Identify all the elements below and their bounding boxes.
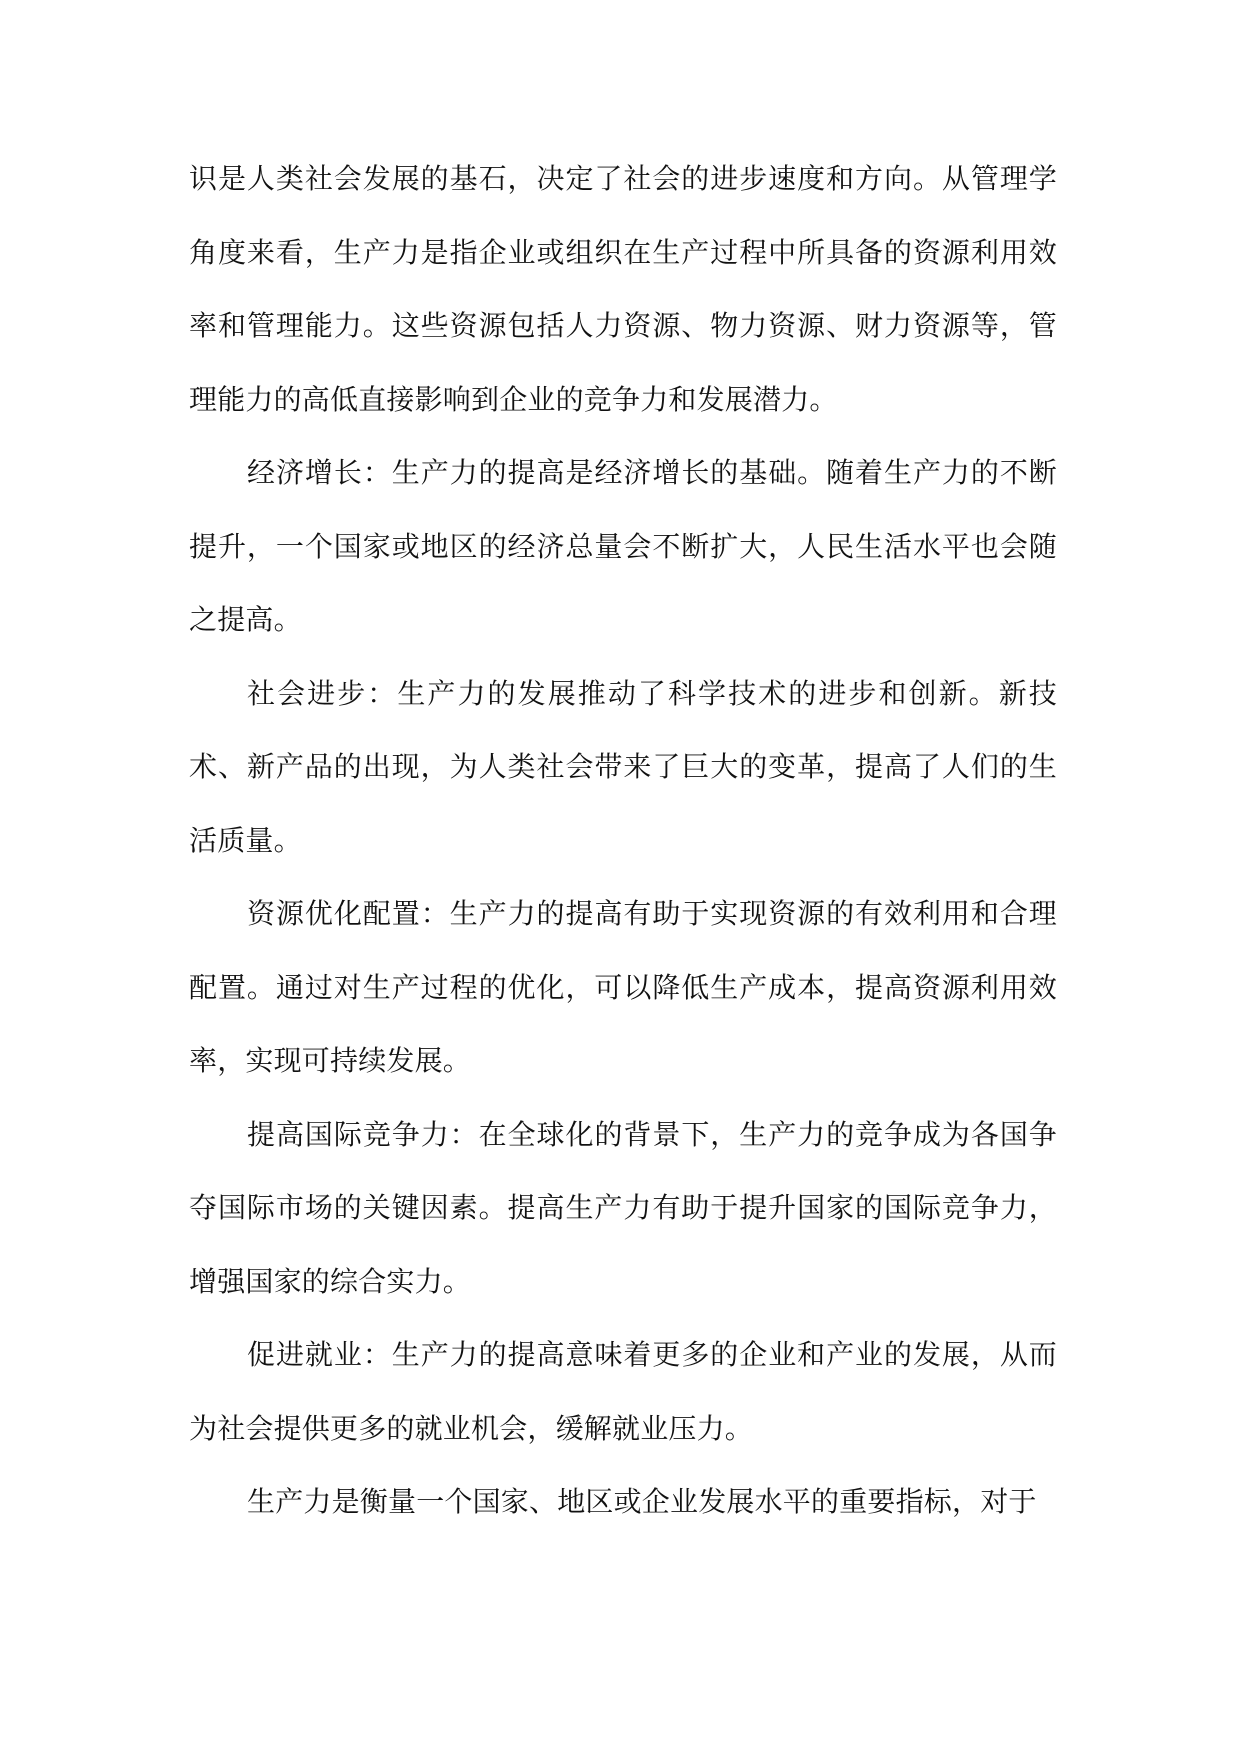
paragraph-international-competitiveness: 提高国际竞争力：在全球化的背景下，生产力的竞争成为各国争夺国际市场的关键因素。提高生产力有助于提升国家的国际竞争力，增强国家的综合实力。 bbox=[189, 1117, 1057, 1298]
paragraph-resource-allocation: 资源优化配置：生产力的提高有助于实现资源的有效利用和合理配置。通过对生产过程的优化，可以降低生产成本，提高资源利用效率，实现可持续发展。 bbox=[189, 897, 1057, 1077]
paragraph-conclusion-start: 生产力是衡量一个国家、地区或企业发展水平的重要指标，对于 bbox=[247, 1485, 1037, 1518]
paragraph-social-progress: 社会进步：生产力的发展推动了科学技术的进步和创新。新技术、新产品的出现，为人类社会带来了巨大的变革，提高了人们的生活质量。 bbox=[189, 676, 1057, 857]
paragraph-economic-growth: 经济增长：生产力的提高是经济增长的基础。随着生产力的不断提升，一个国家或地区的经济总量会不断扩大，人民生活水平也会随之提高。 bbox=[189, 456, 1057, 636]
paragraph-employment: 促进就业：生产力的提高意味着更多的企业和产业的发展，从而为社会提供更多的就业机会，缓解就业压力。 bbox=[189, 1338, 1057, 1445]
document-body bbox=[189, 142, 1057, 1539]
paragraph-continuation: 识是人类社会发展的基石，决定了社会的进步速度和方向。从管理学角度来看，生产力是指企业或组织在生产过程中所具备的资源利用效率和管理能力。这些资源包括人力资源、物力资源、财力资源等，管理能力的高低直接影响到企业的竞争力和发展潜力。 bbox=[189, 162, 1057, 416]
